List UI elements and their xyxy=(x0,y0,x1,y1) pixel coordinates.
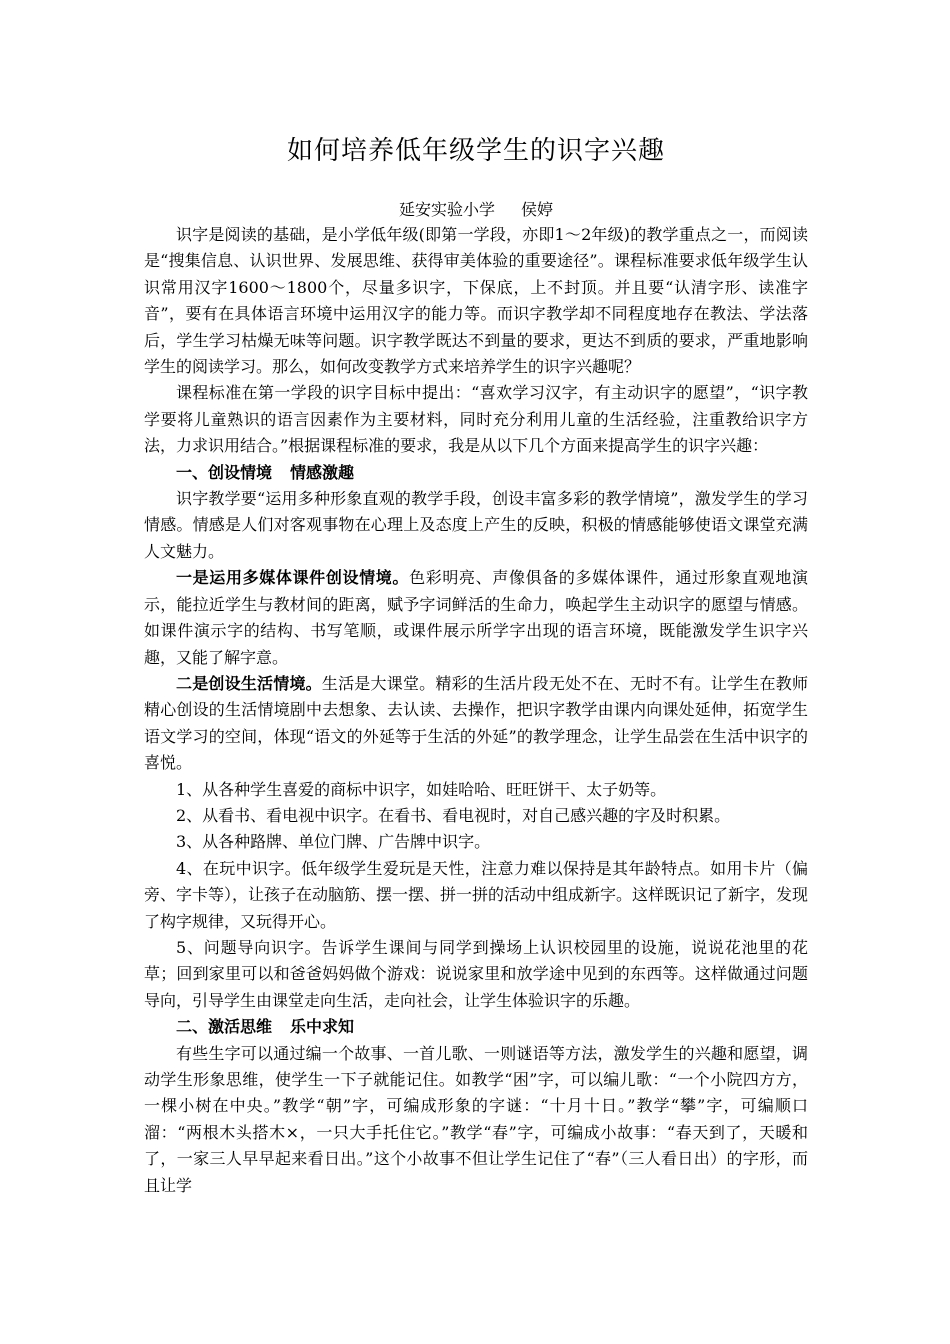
list-item-2: 2、从看书、看电视中识字。在看书、看电视时，对自己感兴趣的字及时积累。 xyxy=(176,805,731,825)
paragraph-thinking: 有些生字可以通过编一个故事、一首儿歌、一则谜语等方法，激发学生的兴趣和愿望，调动学生形象思维，使学生一下子就能记住。如教学“困”字，可以编儿歌：“一个小院四方方，一棵小树在中央。”教学“朝”字，可编成形象的字谜：“十月十日。”教学“攀”字，可编顺口溜：“两根木头搭木×，一只大手托住它。”教学“春”字，可编成小故事：“春天到了，天暖和了，一家三人早早起来看日出。”这个小故事不但让学生记住了“春”（三人看日出）的字形，而且让学 xyxy=(144,1043,808,1195)
paragraph-multimedia-lead: 一是运用多媒体课件创设情境。 xyxy=(176,568,410,588)
document-title: 如何培养低年级学生的识字兴趣 xyxy=(286,136,665,166)
section-heading-1-number: 一、创设情境 xyxy=(176,462,273,482)
author-line xyxy=(144,198,808,222)
section-heading-2-title: 乐中求知 xyxy=(290,1017,355,1037)
list-item-1: 1、从各种学生喜爱的商标中识字，如娃哈哈、旺旺饼干、太子奶等。 xyxy=(176,779,667,799)
list-item-3: 3、从各种路牌、单位门牌、广告牌中识字。 xyxy=(176,832,491,852)
paragraph-situation: 识字教学要“运用多种形象直观的教学手段，创设丰富多彩的教学情境”，激发学生的学习情感。情感是人们对客观事物在心理上及态度上产生的反映，积极的情感能够使语文课堂充满人文魅力。 xyxy=(144,489,808,561)
document-page xyxy=(144,128,808,1199)
paragraph-life-lead: 二是创设生活情境。 xyxy=(176,673,322,693)
list-item-5: 5、问题导向识字。告诉学生课间与同学到操场上认识校园里的设施，说说花池里的花草；回到家里可以和爸爸妈妈做个游戏：说说家里和放学途中见到的东西等。这样做通过问题导向，引导学生由课堂走向生活，走向社会，让学生体验识字的乐趣。 xyxy=(144,937,808,1010)
list-item-4: 4、在玩中识字。低年级学生爱玩是天性，注意力难以保持是其年龄特点。如用卡片（偏旁、字卡等），让孩子在动脑筋、摆一摆、拼一拼的活动中组成新字。这样既识记了新字，发现了构字规律，又玩得开心。 xyxy=(144,858,809,931)
school-name: 延安实验小学 xyxy=(398,200,495,219)
paragraph-multimedia xyxy=(144,565,808,671)
paragraph-life xyxy=(144,671,808,777)
paragraph-intro: 识字是阅读的基础，是小学低年级(即第一学段，亦即1～2年级)的教学重点之一，而阅读是“搜集信息、认识世界、发展思维、获得审美体验的重要途径”。课程标准要求低年级学生认识常用汉字1600～1800个，尽量多识字，下保底，上不封顶。并且要“认清字形、读准字音”，要有在具体语言环境中运用汉字的能力等。而识字教学却不同程度地存在教法、学法落后，学生学习枯燥无味等问题。识字教学既达不到量的要求，更达不到质的要求，严重地影响学生的阅读学习。那么，如何改变教学方式来培养学生的识字兴趣呢？ xyxy=(144,225,808,377)
paragraph-multimedia-body: 色彩明亮、声像俱备的多媒体课件，通过形象直观地演示，能拉近学生与教材间的距离，赋予字词鲜活的生命力，唤起学生主动识字的愿望与情感。如课件演示字的结构、书写笔顺，或课件展示所学字出现的语言环境，既能激发学生识字兴趣，又能了解字意。 xyxy=(144,568,808,667)
section-heading-1-title: 情感激趣 xyxy=(290,462,355,482)
section-heading-2-number: 二、激活思维 xyxy=(176,1017,273,1037)
section-heading-2 xyxy=(144,1014,808,1040)
paragraph-life-body: 生活是大课堂。精彩的生活片段无处不在、无时不有。让学生在教师精心创设的生活情境剧中去想象、去认读、去操作，把识字教学由课内向课处延伸，拓宽学生语文学习的空间，体现“语文的外延等于生活的外延”的教学理念，让学生品尝在生活中识字的喜悦。 xyxy=(144,673,808,773)
paragraph-standard: 课程标准在第一学段的识字目标中提出：“喜欢学习汉字，有主动识字的愿望”，“识字教学要将儿童熟识的语言因素作为主要材料，同时充分利用儿童的生活经验，注重教给识字方法，力求识用结合。”根据课程标准的要求，我是从以下几个方面来提高学生的识字兴趣： xyxy=(144,383,808,456)
section-heading-1 xyxy=(144,460,808,486)
author-name: 侯婷 xyxy=(521,200,554,219)
